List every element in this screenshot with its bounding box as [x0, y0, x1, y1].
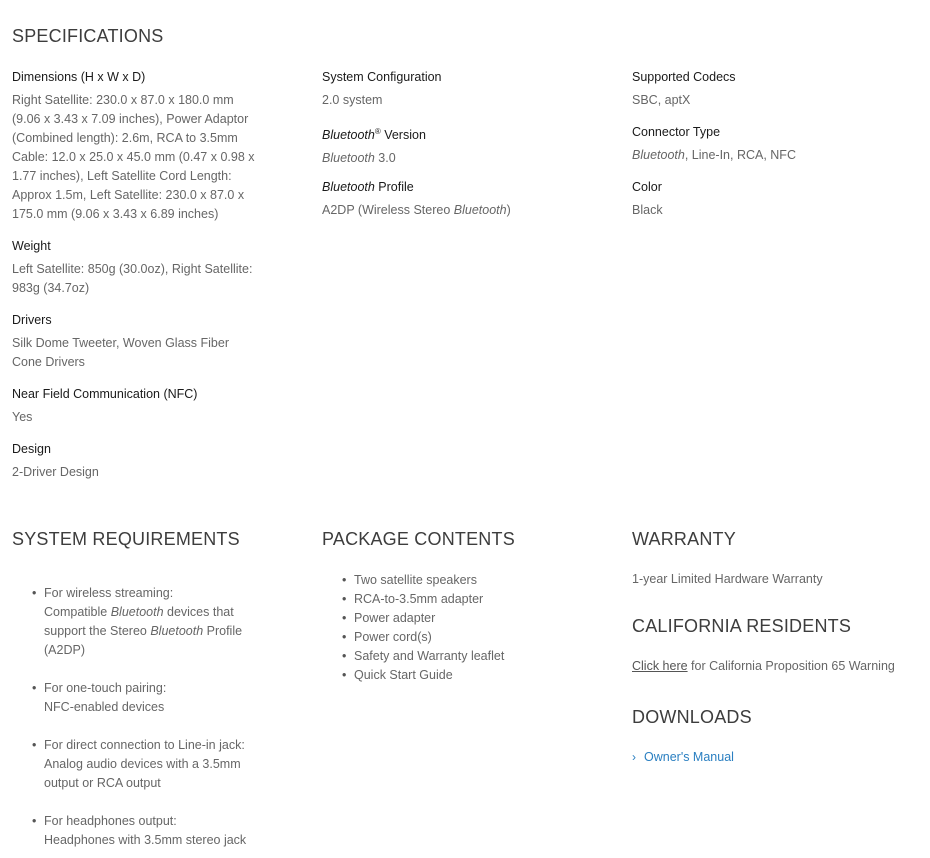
- spec-label: Dimensions (H x W x D): [12, 70, 146, 84]
- label-italic: Bluetooth: [322, 128, 375, 143]
- value-post: ): [506, 203, 511, 217]
- spec-value: 2.0 system: [322, 93, 383, 107]
- list-item: [322, 571, 582, 590]
- list-item: [322, 609, 582, 628]
- system-requirements-title: SYSTEM REQUIREMENTS: [12, 529, 240, 549]
- spec-label: Supported Codecs: [632, 70, 736, 84]
- owners-manual-link[interactable]: [632, 748, 734, 767]
- spec-supported-codecs: [632, 68, 902, 110]
- spec-value: [322, 201, 582, 220]
- spec-label: Drivers: [12, 313, 52, 327]
- requirement-detail: NFC-enabled devices: [44, 700, 165, 714]
- list-item: [12, 812, 272, 850]
- spec-label: Design: [12, 442, 51, 456]
- bullet-icon: •: [342, 668, 347, 682]
- package-item: Two satellite speakers: [354, 573, 477, 587]
- bullet-icon: •: [342, 592, 347, 606]
- spec-color: [632, 178, 902, 220]
- bullet-icon: •: [32, 738, 37, 752]
- spec-label: [322, 123, 582, 144]
- spec-value: SBC, aptX: [632, 93, 691, 107]
- spec-dimensions: [12, 68, 262, 224]
- requirement-heading: For headphones output:: [44, 814, 177, 828]
- spec-connector-type: [632, 123, 902, 165]
- value-rest: , Line-In, RCA, NFC: [684, 148, 796, 162]
- list-item: [322, 628, 582, 647]
- download-label: Owner's Manual: [644, 750, 734, 764]
- label-rest: Profile: [374, 180, 414, 194]
- spec-label: Near Field Communication (NFC): [12, 387, 198, 401]
- bullet-icon: •: [32, 586, 37, 600]
- package-item: Safety and Warranty leaflet: [354, 649, 505, 663]
- requirement-heading: For one-touch pairing:: [44, 681, 167, 695]
- value-pre: A2DP (Wireless Stereo: [322, 203, 454, 217]
- warranty-text: 1-year Limited Hardware Warranty: [632, 572, 823, 586]
- value-rest: 3.0: [374, 151, 396, 166]
- label-rest: Version: [380, 128, 426, 143]
- requirement-heading: For direct connection to Line-in jack:: [44, 738, 245, 752]
- spec-value: Left Satellite: 850g (30.0oz), Right Satellite: 983g (34.7oz): [12, 262, 253, 295]
- list-item: [322, 647, 582, 666]
- warranty-title: WARRANTY: [632, 529, 736, 549]
- text-italic: Bluetooth: [150, 624, 204, 638]
- spec-label: Color: [632, 180, 662, 194]
- label-italic: Bluetooth: [322, 180, 375, 194]
- specifications-title: SPECIFICATIONS: [12, 26, 164, 46]
- spec-bluetooth-profile: [322, 178, 582, 220]
- text-post: Profile (A2DP): [44, 624, 243, 657]
- spec-label: [322, 178, 582, 196]
- value-italic: Bluetooth: [453, 203, 507, 217]
- list-item: [12, 736, 272, 793]
- spec-value: Yes: [12, 410, 33, 424]
- spec-weight: [12, 237, 262, 298]
- text-mid: devices that support the Stereo: [44, 605, 234, 638]
- spec-value: [322, 149, 582, 168]
- spec-value: 2-Driver Design: [12, 465, 99, 479]
- spec-system-configuration: [322, 68, 582, 110]
- spec-label: Connector Type: [632, 125, 721, 139]
- requirement-heading: For wireless streaming:: [44, 586, 174, 600]
- list-item: [322, 590, 582, 609]
- bullet-icon: •: [32, 681, 37, 695]
- california-residents-title: CALIFORNIA RESIDENTS: [632, 616, 852, 636]
- package-contents-title: PACKAGE CONTENTS: [322, 529, 515, 549]
- spec-nfc: [12, 385, 262, 427]
- bullet-icon: •: [342, 630, 347, 644]
- value-italic: Bluetooth: [632, 148, 685, 162]
- package-contents-list: [322, 571, 582, 685]
- package-item: Power cord(s): [354, 630, 432, 644]
- spec-design: [12, 440, 262, 482]
- chevron-right-icon: ›: [632, 750, 636, 764]
- package-item: RCA-to-3.5mm adapter: [354, 592, 484, 606]
- california-notice-text: for California Proposition 65 Warning: [687, 659, 895, 673]
- california-notice: [632, 657, 895, 676]
- bullet-icon: •: [342, 573, 347, 587]
- spec-drivers: [12, 311, 262, 372]
- spec-value: Black: [632, 203, 663, 217]
- registered-mark: ®: [374, 127, 381, 136]
- text-italic: Bluetooth: [110, 605, 164, 619]
- text-pre: Compatible: [44, 605, 111, 619]
- system-requirements-list: [12, 584, 272, 858]
- spec-value: Right Satellite: 230.0 x 87.0 x 180.0 mm (9.06 x 3.43 x 7.09 inches), Power Adaptor (Combined length): 2.6m, RCA to 3.5mm Cable: 12.0 x 25.0 x 45.0 mm (0.47 x 0.98 x 1.77 inches), Left Satellite Cord Length: Approx 1.5m, Left Satellite: 230.0 x 87.0 x 175.0 mm (9.06 x 3.43 x 6.89 inches): [12, 93, 255, 221]
- list-item: [12, 584, 272, 660]
- list-item: [322, 666, 582, 685]
- click-here-link[interactable]: Click here: [632, 659, 688, 673]
- bullet-icon: •: [32, 814, 37, 828]
- package-item: Power adapter: [354, 611, 436, 625]
- bullet-icon: •: [342, 649, 347, 663]
- value-italic: Bluetooth: [322, 151, 375, 166]
- spec-value: Silk Dome Tweeter, Woven Glass Fiber Cone Drivers: [12, 336, 229, 369]
- requirement-detail: Headphones with 3.5mm stereo jack: [44, 833, 247, 847]
- downloads-title: DOWNLOADS: [632, 707, 752, 727]
- spec-value: [632, 146, 902, 165]
- package-item: Quick Start Guide: [354, 668, 453, 682]
- spec-label: Weight: [12, 239, 51, 253]
- list-item: [12, 679, 272, 717]
- spec-bluetooth-version: [322, 123, 582, 168]
- requirement-detail: [44, 603, 272, 660]
- bullet-icon: •: [342, 611, 347, 625]
- spec-label: System Configuration: [322, 70, 442, 84]
- requirement-detail: Analog audio devices with a 3.5mm output or RCA output: [44, 757, 241, 790]
